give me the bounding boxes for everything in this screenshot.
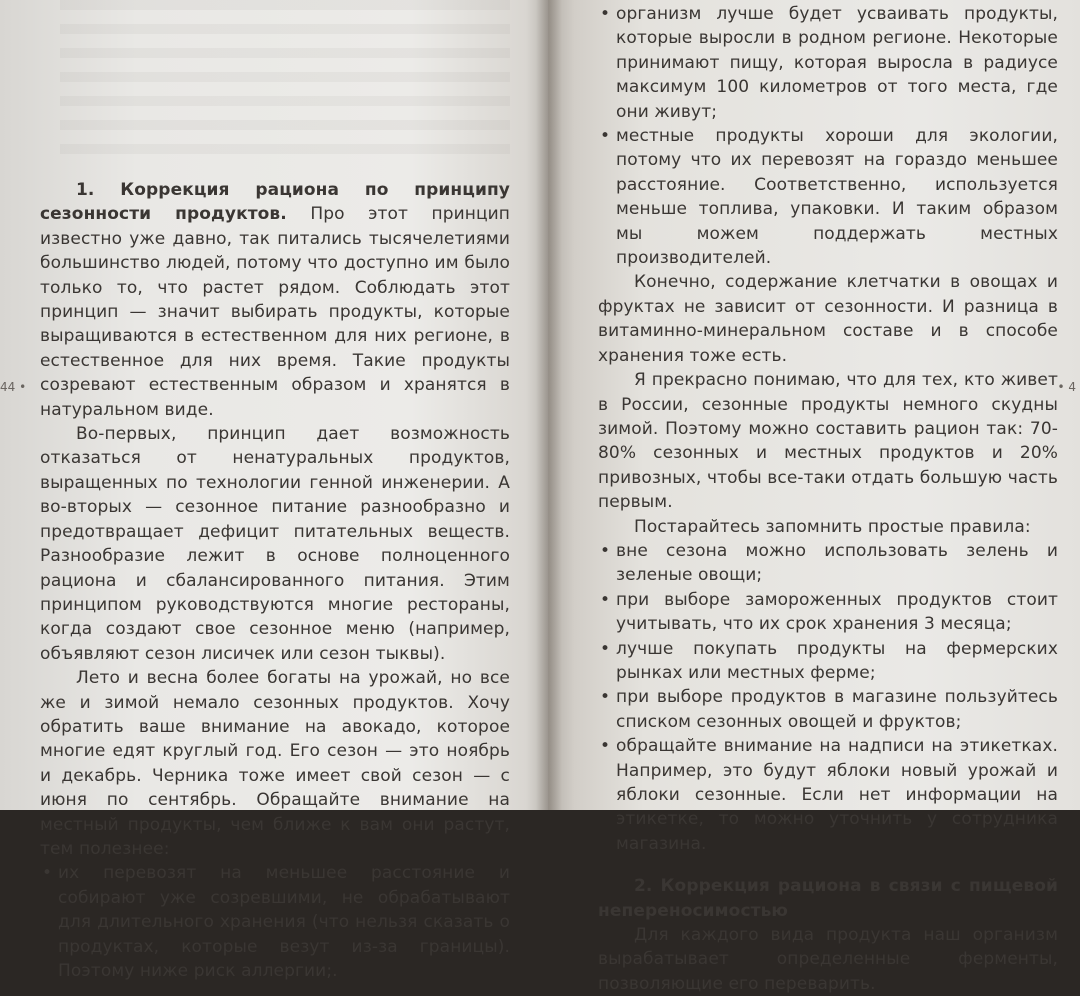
section-gap (598, 856, 1058, 874)
rule-item: • при выборе замороженных продуктов стоит учитывать, что их срок хранения 3 месяца; (598, 588, 1058, 637)
bullet-organism: • организм лучше будет усваивать продукты, которые выросли в родном регионе. Некоторые принимают пищу, которая выросла в радиусе максимум 100 километров от того места, где они живут; (598, 2, 1058, 124)
book-gutter (536, 0, 562, 810)
rule-item: • обращайте внимание на надписи на этикетках. Например, это будут яблоки новый урожай и яблоки сезонные. Если нет информации на этикетке, то можно уточнить у сотрудника магазина. (598, 734, 1058, 856)
paragraph-summer-spring: Лето и весна более богаты на урожай, но все же и зимой немало сезонных продуктов. Хочу обратить ваше внимание на авокадо, которое многие едят круглый год. Его сезон — это ноябрь и декабрь. Черника тоже имеет свой сезон — с июня по сентябрь. Обращайте внимание на местный продукты, чем ближе к вам они растут, тем полезнее: (40, 668, 510, 859)
paragraph-firstly: Во-первых, принцип дает возможность отказаться от ненатуральных продуктов, выращенных по технологии генной инженерии. А во-вторых — сезонное питание разнообразно и предотвращает дефицит питательных веществ. Разнообразие лежит в основе полноценного рациона и сбалансированного питания. Этим принципом руководствуются многие рестораны, когда создают свое сезонное меню (например, объявляют сезон лисичек или сезон тыквы). (40, 424, 510, 664)
left-page (0, 0, 548, 981)
paragraph-russia: Я прекрасно понимаю, что для тех, кто живет в России, сезонные продукты немного скудны зимой. Поэтому можно составить рацион так: 70-80% сезонных и местных продуктов и 20% привозных, чтобы все-таки отдать большую часть первым. (598, 370, 1058, 513)
paragraph-enzymes: Для каждого вида продукта наш организм вырабатывает определенные ферменты, позволяющие его переварить. (598, 925, 1058, 994)
paragraph-seasonality (40, 178, 510, 422)
paragraph-fiber: Конечно, содержание клетчатки в овощах и фруктах не зависит от сезонности. И разница в витаминно-минеральном составе и в способе хранения тоже есть. (598, 272, 1058, 366)
rule-item: • при выборе продуктов в магазине пользуйтесь списком сезонных овощей и фруктов; (598, 685, 1058, 734)
rules-intro: Постарайтесь запомнить простые правила: (634, 516, 1031, 537)
section-heading-2: 2. Коррекция рациона в связи с пищевой непереносимостью (598, 876, 1058, 921)
bullet-transport: • их перевозят на меньшее расстояние и собирают уже созревшими, не обрабатывают для длительного хранения (что нельзя сказать о продуктах, которые везут из-за границы). Поэтому ниже риск аллергии;. (40, 861, 510, 983)
page-number-right: • 4 (1057, 380, 1076, 394)
bullet-ecology: • местные продукты хороши для экологии, потому что их перевозят на гораздо меньшее расстояние. Соответственно, используется меньше топлива, упаковки. И таким образом мы можем поддержать местных производителей. (598, 124, 1058, 270)
rule-item: • лучше покупать продукты на фермерских рынках или местных ферме; (598, 637, 1058, 686)
right-page-text (598, 2, 1058, 996)
paragraph-seasonality-body: Про этот принцип известно уже давно, так питались тысячелетиями большинство людей, потому что доступно им было только то, что растет рядом. Соблюдать этот принцип — значит выбирать продукты, которые выращиваются в естественном для них регионе, в естественное для них время. Такие продукты созревают естественным образом и хранятся в натуральном виде. (40, 204, 510, 420)
bleed-through-text (60, 0, 510, 160)
page-number-left: 44 • (0, 380, 27, 394)
right-page (548, 0, 1080, 994)
left-page-text (40, 178, 510, 983)
section-heading-1: 1. Коррекция рациона по принципу сезонности продуктов. (40, 180, 510, 225)
rule-item: • вне сезона можно использовать зелень и зеленые овощи; (598, 539, 1058, 588)
